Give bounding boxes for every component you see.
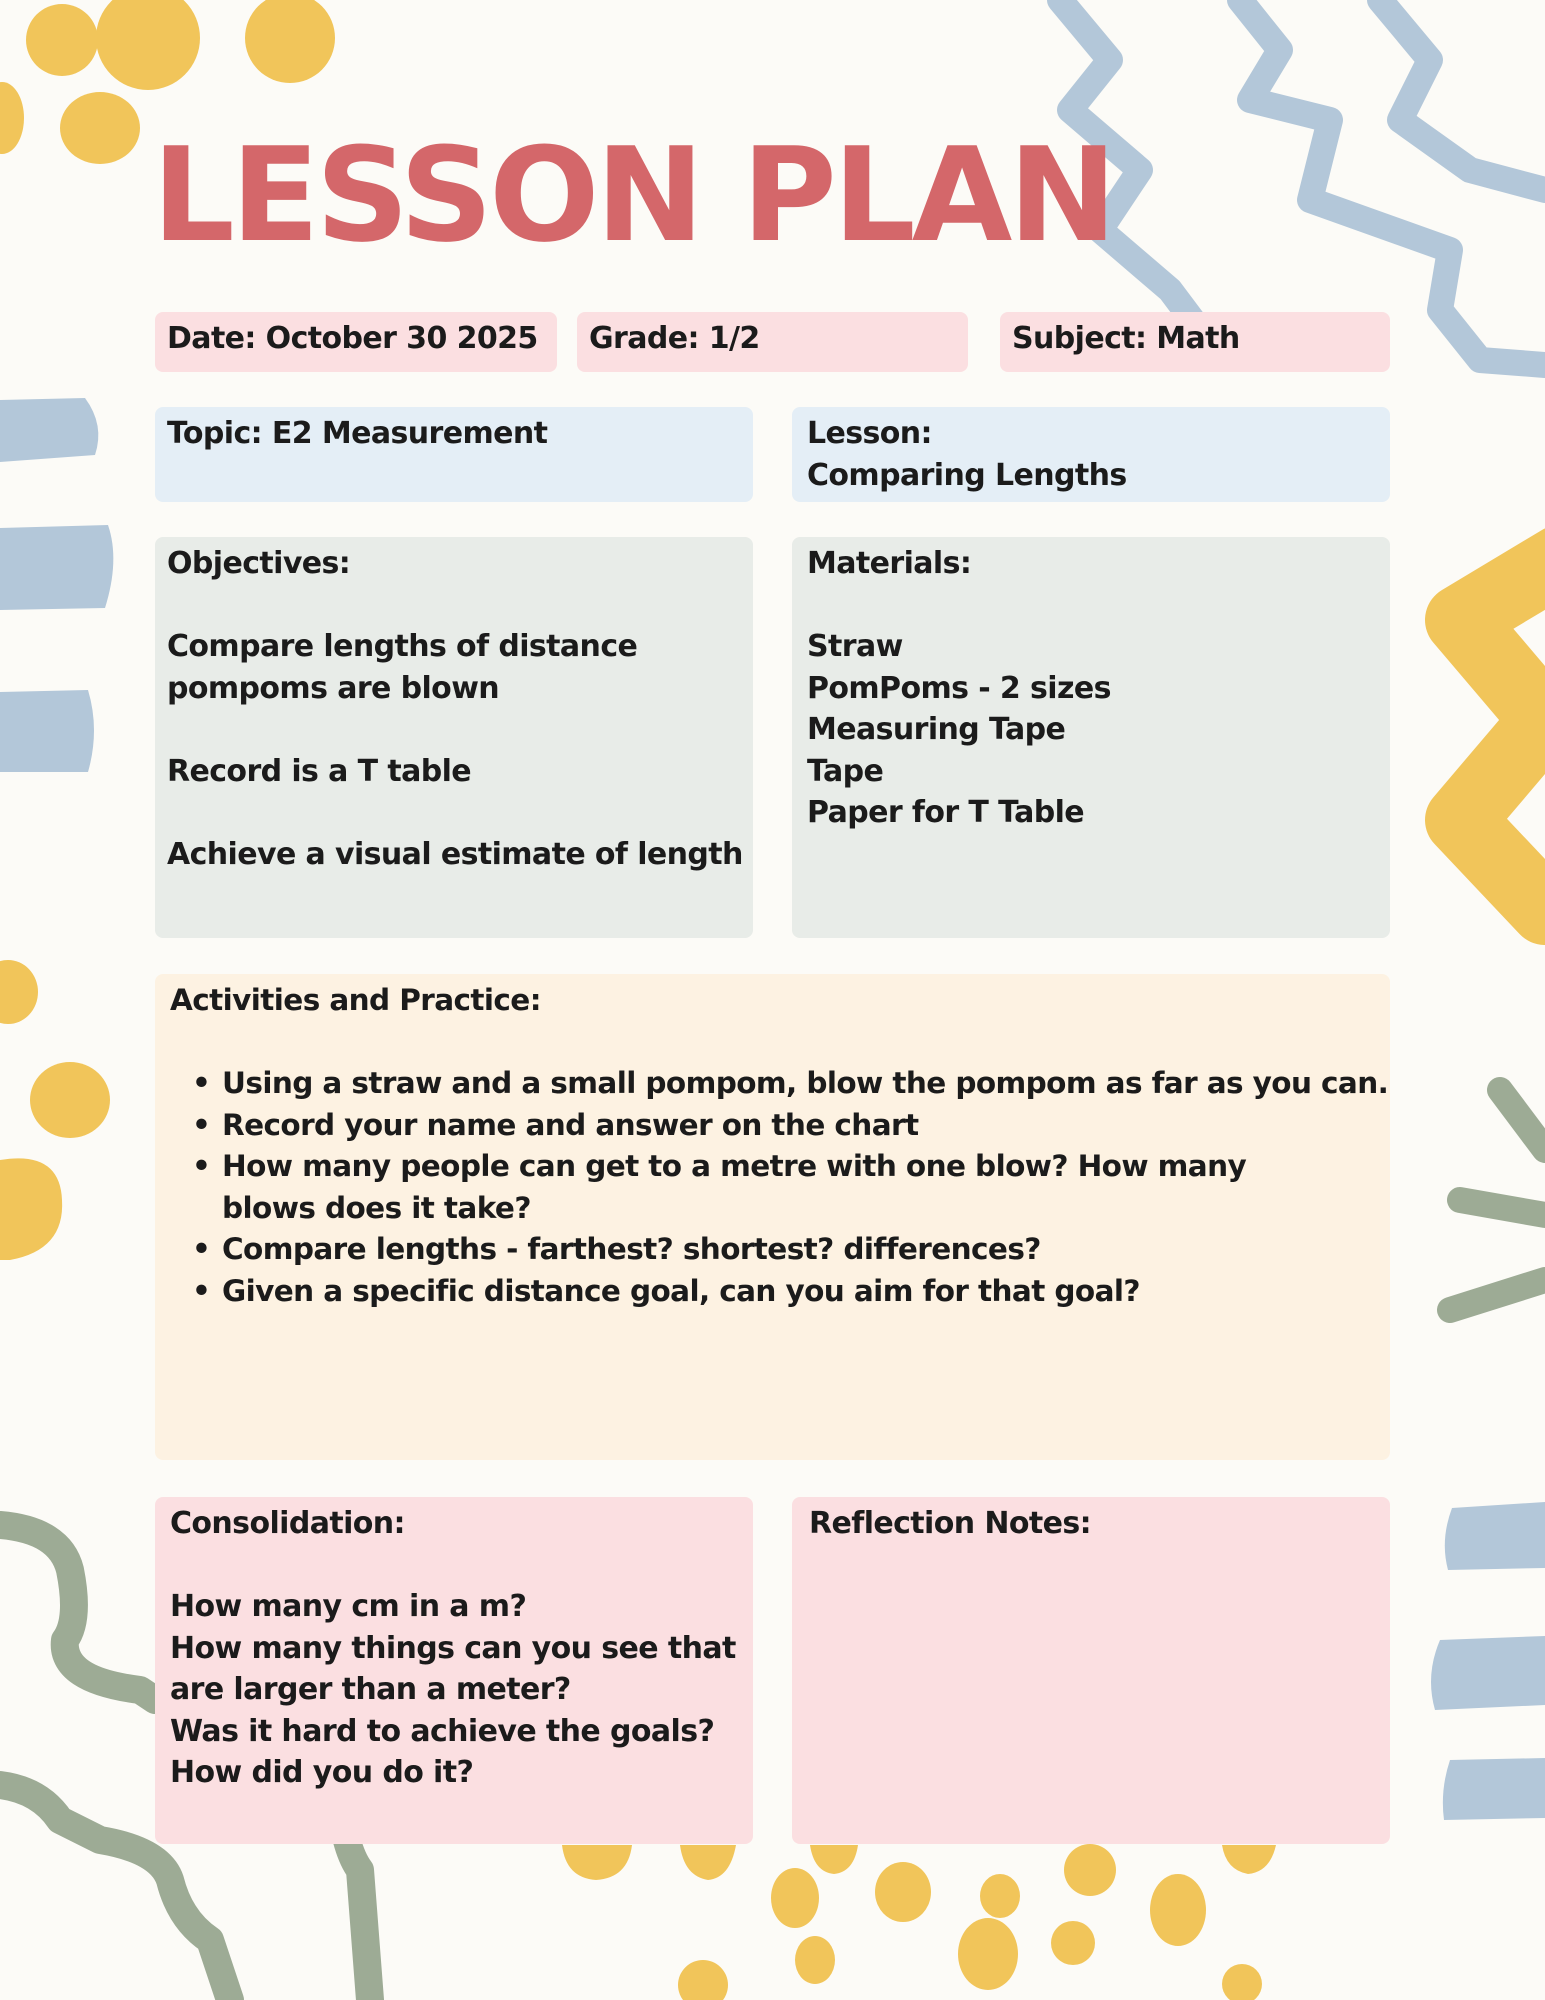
subject-text: Subject: Math [1012,321,1240,356]
consolidation-line: How many cm in a m? [170,1589,527,1624]
consolidation-line: Was it hard to achieve the goals? [170,1713,715,1749]
green-star-right [1450,1090,1545,1310]
activities-box [155,974,1390,1460]
material-item: Tape [807,753,884,789]
subject-box [1000,312,1390,372]
consolidation-line: How did you do it? [170,1755,474,1790]
blue-dashes-right [1431,1502,1545,1820]
lesson-value: Comparing Lengths [807,457,1127,493]
material-item: Measuring Tape [807,712,1066,747]
activity-item: • Given a specific distance goal, can you aim for that goal? [222,1271,1375,1313]
materials-box [792,537,1390,938]
material-item: Straw [807,629,903,664]
consolidation-box [155,1497,753,1844]
materials-heading: Materials: [807,546,972,581]
consolidation-line: How many things can you see that [170,1630,736,1666]
consolidation-line: are larger than a meter? [170,1672,571,1707]
yellow-dots-bottom [562,1844,1276,2000]
reflection-heading: Reflection Notes: [809,1506,1092,1541]
material-item: Paper for T Table [807,795,1085,830]
date-box [155,312,557,372]
lesson-label: Lesson: [807,416,932,451]
blue-dashes-left [0,398,113,772]
activity-item: • How many people can get to a metre with one blow? How many blows does it take? [222,1146,1375,1229]
yellow-zigzag-right [1460,560,1545,910]
objectives-heading: Objectives: [167,546,351,581]
consolidation-heading: Consolidation: [170,1506,405,1541]
topic-box [155,407,753,502]
activities-heading: Activities and Practice: [170,983,541,1017]
objective-item-1-line-1: Compare lengths of distance [167,629,638,664]
objective-item-1-line-2: pompoms are blown [167,670,500,706]
yellow-dots-left [0,960,110,1260]
activities-list [170,1063,1389,1312]
page-title: LESSON PLAN [152,119,1114,271]
activity-item: • Compare lengths - farthest? shortest? differences? [222,1229,1375,1271]
objective-item-3: Achieve a visual estimate of length [167,836,743,872]
lesson-box [792,407,1390,502]
grade-text: Grade: 1/2 [589,321,760,356]
objective-item-2: Record is a T table [167,753,472,789]
reflection-box [792,1497,1390,1844]
grade-box [577,312,968,372]
objectives-box [155,537,753,938]
blue-squiggles-top-right [1060,0,1545,365]
date-text: Date: October 30 2025 [167,321,538,356]
activity-item: • Record your name and answer on the chart [222,1105,1375,1147]
material-item: PomPoms - 2 sizes [807,670,1111,706]
activity-item: • Using a straw and a small pompom, blow the pompom as far as you can. [222,1063,1375,1105]
topic-text: Topic: E2 Measurement [167,416,548,451]
